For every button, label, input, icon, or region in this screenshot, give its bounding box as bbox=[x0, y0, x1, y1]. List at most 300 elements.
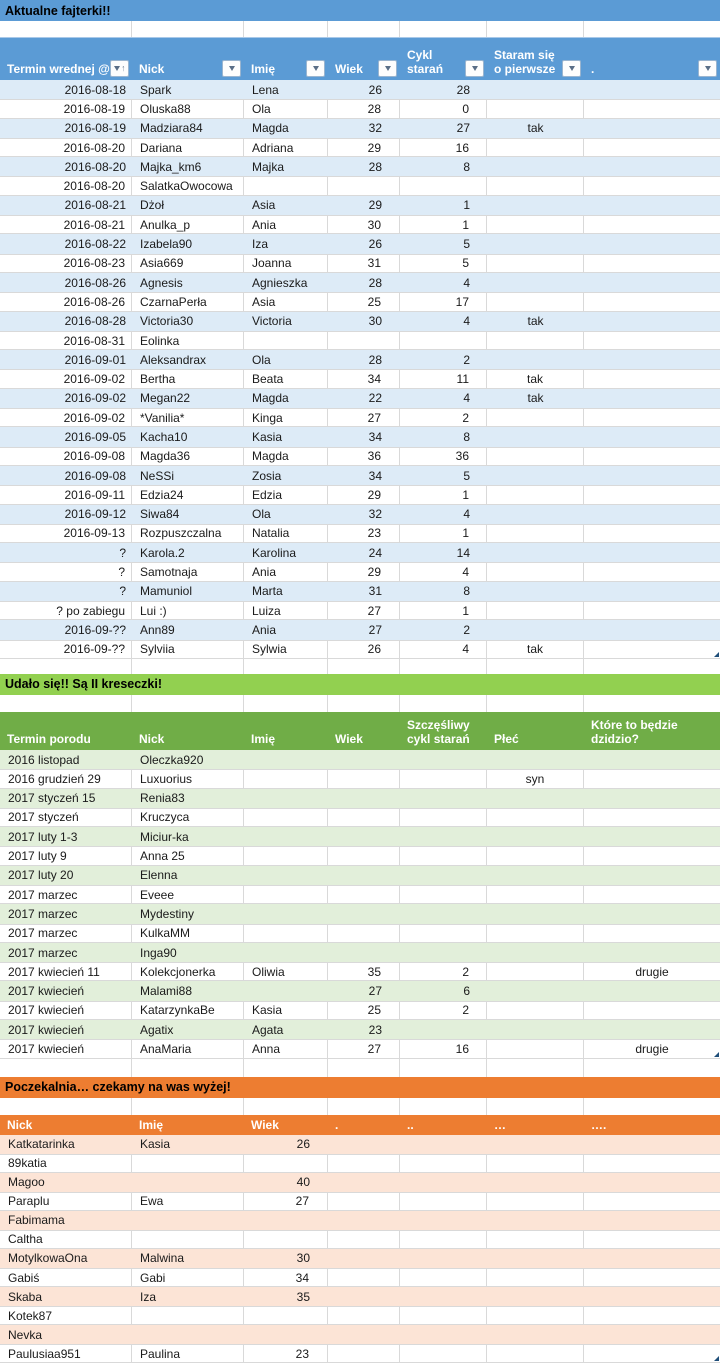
data-cell[interactable] bbox=[244, 1211, 328, 1230]
data-cell[interactable] bbox=[400, 177, 487, 194]
data-cell[interactable] bbox=[0, 234, 132, 253]
data-cell[interactable] bbox=[132, 505, 244, 524]
data-cell[interactable] bbox=[400, 409, 487, 426]
data-cell[interactable] bbox=[328, 196, 400, 215]
data-cell[interactable] bbox=[400, 1345, 487, 1362]
data-cell[interactable] bbox=[400, 255, 487, 272]
data-cell[interactable] bbox=[132, 1020, 244, 1039]
data-cell[interactable] bbox=[487, 1211, 584, 1230]
data-cell[interactable] bbox=[244, 1173, 328, 1192]
data-cell[interactable] bbox=[487, 370, 584, 387]
data-cell[interactable] bbox=[328, 943, 400, 962]
data-cell[interactable] bbox=[132, 543, 244, 562]
data-cell[interactable] bbox=[328, 505, 400, 524]
data-cell[interactable] bbox=[244, 770, 328, 787]
data-cell[interactable] bbox=[244, 1325, 328, 1344]
data-cell[interactable] bbox=[584, 448, 720, 465]
data-cell[interactable] bbox=[244, 100, 328, 117]
data-cell[interactable] bbox=[132, 196, 244, 215]
column-header-cell[interactable] bbox=[328, 1115, 400, 1135]
data-cell[interactable] bbox=[328, 177, 400, 194]
data-cell[interactable] bbox=[328, 1249, 400, 1268]
data-cell[interactable] bbox=[487, 1249, 584, 1268]
data-cell[interactable] bbox=[244, 255, 328, 272]
data-cell[interactable] bbox=[244, 216, 328, 233]
data-cell[interactable] bbox=[487, 1193, 584, 1210]
data-cell[interactable] bbox=[328, 486, 400, 503]
data-cell[interactable] bbox=[244, 641, 328, 658]
data-cell[interactable] bbox=[0, 1002, 132, 1019]
data-cell[interactable] bbox=[584, 466, 720, 485]
data-cell[interactable] bbox=[132, 332, 244, 349]
data-cell[interactable] bbox=[487, 789, 584, 808]
data-cell[interactable] bbox=[400, 641, 487, 658]
data-cell[interactable] bbox=[132, 157, 244, 176]
data-cell[interactable] bbox=[487, 409, 584, 426]
data-cell[interactable] bbox=[400, 1211, 487, 1230]
data-cell[interactable] bbox=[132, 216, 244, 233]
data-cell[interactable] bbox=[328, 1040, 400, 1057]
data-cell[interactable] bbox=[584, 389, 720, 408]
data-cell[interactable] bbox=[400, 389, 487, 408]
data-cell[interactable] bbox=[132, 925, 244, 942]
data-cell[interactable] bbox=[487, 582, 584, 601]
data-cell[interactable] bbox=[328, 1231, 400, 1248]
data-cell[interactable] bbox=[487, 809, 584, 826]
data-cell[interactable] bbox=[487, 943, 584, 962]
data-cell[interactable] bbox=[584, 100, 720, 117]
data-cell[interactable] bbox=[584, 847, 720, 864]
data-cell[interactable] bbox=[328, 1307, 400, 1324]
data-cell[interactable] bbox=[132, 641, 244, 658]
data-cell[interactable] bbox=[400, 1287, 487, 1306]
data-cell[interactable] bbox=[132, 1325, 244, 1344]
data-cell[interactable] bbox=[0, 750, 132, 769]
data-cell[interactable] bbox=[0, 543, 132, 562]
data-cell[interactable] bbox=[487, 1040, 584, 1057]
data-cell[interactable] bbox=[0, 332, 132, 349]
data-cell[interactable] bbox=[0, 1135, 132, 1154]
data-cell[interactable] bbox=[328, 1269, 400, 1286]
data-cell[interactable] bbox=[132, 409, 244, 426]
data-cell[interactable] bbox=[0, 255, 132, 272]
data-cell[interactable] bbox=[132, 1155, 244, 1172]
data-cell[interactable] bbox=[132, 943, 244, 962]
data-cell[interactable] bbox=[244, 1040, 328, 1057]
data-cell[interactable] bbox=[0, 139, 132, 156]
data-cell[interactable] bbox=[584, 255, 720, 272]
data-cell[interactable] bbox=[328, 620, 400, 639]
data-cell[interactable] bbox=[328, 1020, 400, 1039]
data-cell[interactable] bbox=[328, 293, 400, 310]
data-cell[interactable] bbox=[400, 157, 487, 176]
data-cell[interactable] bbox=[0, 1307, 132, 1324]
data-cell[interactable] bbox=[244, 904, 328, 923]
data-cell[interactable] bbox=[244, 602, 328, 619]
column-header-cell[interactable] bbox=[244, 1115, 328, 1135]
column-header-cell[interactable] bbox=[487, 1115, 584, 1135]
data-cell[interactable] bbox=[328, 1173, 400, 1192]
data-cell[interactable] bbox=[584, 750, 720, 769]
data-cell[interactable] bbox=[132, 119, 244, 138]
data-cell[interactable] bbox=[0, 1173, 132, 1192]
data-cell[interactable] bbox=[132, 1173, 244, 1192]
data-cell[interactable] bbox=[487, 196, 584, 215]
data-cell[interactable] bbox=[244, 1269, 328, 1286]
data-cell[interactable] bbox=[487, 177, 584, 194]
data-cell[interactable] bbox=[328, 1325, 400, 1344]
data-cell[interactable] bbox=[487, 1287, 584, 1306]
data-cell[interactable] bbox=[400, 1002, 487, 1019]
data-cell[interactable] bbox=[0, 641, 132, 658]
data-cell[interactable] bbox=[400, 981, 487, 1000]
data-cell[interactable] bbox=[487, 963, 584, 980]
data-cell[interactable] bbox=[0, 119, 132, 138]
data-cell[interactable] bbox=[400, 80, 487, 99]
data-cell[interactable] bbox=[487, 543, 584, 562]
data-cell[interactable] bbox=[584, 641, 720, 658]
data-cell[interactable] bbox=[244, 963, 328, 980]
data-cell[interactable] bbox=[132, 234, 244, 253]
data-cell[interactable] bbox=[132, 1002, 244, 1019]
data-cell[interactable] bbox=[584, 925, 720, 942]
data-cell[interactable] bbox=[400, 427, 487, 446]
data-cell[interactable] bbox=[400, 866, 487, 885]
column-header-cell[interactable] bbox=[584, 1115, 720, 1135]
data-cell[interactable] bbox=[487, 234, 584, 253]
data-cell[interactable] bbox=[328, 370, 400, 387]
data-cell[interactable] bbox=[400, 119, 487, 138]
data-cell[interactable] bbox=[132, 1211, 244, 1230]
data-cell[interactable] bbox=[400, 100, 487, 117]
filter-button[interactable] bbox=[562, 60, 581, 77]
data-cell[interactable] bbox=[400, 139, 487, 156]
data-cell[interactable] bbox=[0, 809, 132, 826]
data-cell[interactable] bbox=[487, 350, 584, 369]
table-resize-handle[interactable] bbox=[714, 1052, 719, 1057]
data-cell[interactable] bbox=[132, 1040, 244, 1057]
column-header-cell[interactable] bbox=[132, 38, 244, 80]
data-cell[interactable] bbox=[328, 157, 400, 176]
data-cell[interactable] bbox=[400, 1249, 487, 1268]
data-cell[interactable] bbox=[487, 827, 584, 846]
data-cell[interactable] bbox=[400, 886, 487, 903]
data-cell[interactable] bbox=[132, 620, 244, 639]
data-cell[interactable] bbox=[400, 543, 487, 562]
data-cell[interactable] bbox=[584, 1287, 720, 1306]
data-cell[interactable] bbox=[132, 1249, 244, 1268]
data-cell[interactable] bbox=[584, 1231, 720, 1248]
data-cell[interactable] bbox=[584, 177, 720, 194]
data-cell[interactable] bbox=[132, 1287, 244, 1306]
data-cell[interactable] bbox=[400, 196, 487, 215]
filter-button[interactable] bbox=[698, 60, 717, 77]
data-cell[interactable] bbox=[328, 80, 400, 99]
data-cell[interactable] bbox=[244, 505, 328, 524]
data-cell[interactable] bbox=[132, 847, 244, 864]
data-cell[interactable] bbox=[400, 770, 487, 787]
data-cell[interactable] bbox=[487, 119, 584, 138]
data-cell[interactable] bbox=[487, 981, 584, 1000]
data-cell[interactable] bbox=[244, 563, 328, 580]
data-cell[interactable] bbox=[328, 312, 400, 331]
data-cell[interactable] bbox=[487, 505, 584, 524]
data-cell[interactable] bbox=[584, 216, 720, 233]
data-cell[interactable] bbox=[0, 1249, 132, 1268]
data-cell[interactable] bbox=[487, 1155, 584, 1172]
data-cell[interactable] bbox=[244, 427, 328, 446]
data-cell[interactable] bbox=[584, 770, 720, 787]
data-cell[interactable] bbox=[244, 847, 328, 864]
column-header-cell[interactable] bbox=[328, 38, 400, 80]
data-cell[interactable] bbox=[0, 1020, 132, 1039]
data-cell[interactable] bbox=[0, 963, 132, 980]
data-cell[interactable] bbox=[584, 119, 720, 138]
data-cell[interactable] bbox=[400, 904, 487, 923]
data-cell[interactable] bbox=[584, 1307, 720, 1324]
data-cell[interactable] bbox=[584, 80, 720, 99]
data-cell[interactable] bbox=[0, 1211, 132, 1230]
data-cell[interactable] bbox=[487, 1231, 584, 1248]
data-cell[interactable] bbox=[132, 750, 244, 769]
data-cell[interactable] bbox=[487, 1002, 584, 1019]
data-cell[interactable] bbox=[0, 216, 132, 233]
column-header-cell[interactable] bbox=[584, 38, 720, 80]
data-cell[interactable] bbox=[487, 273, 584, 292]
data-cell[interactable] bbox=[400, 1040, 487, 1057]
data-cell[interactable] bbox=[487, 1135, 584, 1154]
data-cell[interactable] bbox=[400, 466, 487, 485]
data-cell[interactable] bbox=[244, 80, 328, 99]
data-cell[interactable] bbox=[0, 1193, 132, 1210]
data-cell[interactable] bbox=[487, 427, 584, 446]
data-cell[interactable] bbox=[244, 1231, 328, 1248]
column-header-cell[interactable] bbox=[400, 38, 487, 80]
data-cell[interactable] bbox=[328, 273, 400, 292]
data-cell[interactable] bbox=[487, 886, 584, 903]
data-cell[interactable] bbox=[0, 886, 132, 903]
data-cell[interactable] bbox=[0, 80, 132, 99]
data-cell[interactable] bbox=[244, 750, 328, 769]
data-cell[interactable] bbox=[584, 1193, 720, 1210]
data-cell[interactable] bbox=[132, 139, 244, 156]
data-cell[interactable] bbox=[487, 620, 584, 639]
data-cell[interactable] bbox=[132, 602, 244, 619]
data-cell[interactable] bbox=[584, 1325, 720, 1344]
data-cell[interactable] bbox=[400, 486, 487, 503]
data-cell[interactable] bbox=[584, 620, 720, 639]
data-cell[interactable] bbox=[0, 157, 132, 176]
data-cell[interactable] bbox=[132, 293, 244, 310]
data-cell[interactable] bbox=[328, 827, 400, 846]
data-cell[interactable] bbox=[487, 1345, 584, 1362]
data-cell[interactable] bbox=[400, 750, 487, 769]
data-cell[interactable] bbox=[0, 370, 132, 387]
data-cell[interactable] bbox=[0, 312, 132, 331]
data-cell[interactable] bbox=[584, 1002, 720, 1019]
data-cell[interactable] bbox=[584, 981, 720, 1000]
data-cell[interactable] bbox=[0, 293, 132, 310]
data-cell[interactable] bbox=[328, 543, 400, 562]
table-resize-handle[interactable] bbox=[714, 1356, 719, 1361]
data-cell[interactable] bbox=[0, 409, 132, 426]
data-cell[interactable] bbox=[487, 641, 584, 658]
data-cell[interactable] bbox=[487, 1173, 584, 1192]
data-cell[interactable] bbox=[400, 847, 487, 864]
data-cell[interactable] bbox=[132, 886, 244, 903]
data-cell[interactable] bbox=[328, 1345, 400, 1362]
data-cell[interactable] bbox=[0, 925, 132, 942]
data-cell[interactable] bbox=[0, 847, 132, 864]
data-cell[interactable] bbox=[244, 1287, 328, 1306]
data-cell[interactable] bbox=[328, 847, 400, 864]
data-cell[interactable] bbox=[244, 370, 328, 387]
column-header-cell[interactable] bbox=[0, 38, 132, 80]
data-cell[interactable] bbox=[244, 466, 328, 485]
data-cell[interactable] bbox=[0, 1287, 132, 1306]
data-cell[interactable] bbox=[0, 466, 132, 485]
data-cell[interactable] bbox=[328, 866, 400, 885]
data-cell[interactable] bbox=[244, 543, 328, 562]
data-cell[interactable] bbox=[400, 963, 487, 980]
data-cell[interactable] bbox=[400, 216, 487, 233]
data-cell[interactable] bbox=[400, 1325, 487, 1344]
data-cell[interactable] bbox=[244, 157, 328, 176]
data-cell[interactable] bbox=[0, 1231, 132, 1248]
data-cell[interactable] bbox=[0, 827, 132, 846]
data-cell[interactable] bbox=[132, 273, 244, 292]
data-cell[interactable] bbox=[328, 904, 400, 923]
data-cell[interactable] bbox=[328, 563, 400, 580]
data-cell[interactable] bbox=[487, 525, 584, 542]
data-cell[interactable] bbox=[328, 1287, 400, 1306]
data-cell[interactable] bbox=[132, 827, 244, 846]
data-cell[interactable] bbox=[584, 963, 720, 980]
data-cell[interactable] bbox=[0, 789, 132, 808]
data-cell[interactable] bbox=[244, 981, 328, 1000]
data-cell[interactable] bbox=[132, 866, 244, 885]
data-cell[interactable] bbox=[244, 943, 328, 962]
column-header-cell[interactable] bbox=[244, 712, 328, 750]
data-cell[interactable] bbox=[132, 1231, 244, 1248]
data-cell[interactable] bbox=[244, 789, 328, 808]
data-cell[interactable] bbox=[487, 139, 584, 156]
data-cell[interactable] bbox=[0, 525, 132, 542]
data-cell[interactable] bbox=[328, 466, 400, 485]
data-cell[interactable] bbox=[0, 1040, 132, 1057]
data-cell[interactable] bbox=[328, 750, 400, 769]
data-cell[interactable] bbox=[132, 1269, 244, 1286]
column-header-cell[interactable] bbox=[400, 712, 487, 750]
data-cell[interactable] bbox=[328, 525, 400, 542]
data-cell[interactable] bbox=[132, 770, 244, 787]
data-cell[interactable] bbox=[244, 1002, 328, 1019]
data-cell[interactable] bbox=[584, 273, 720, 292]
data-cell[interactable] bbox=[0, 1345, 132, 1362]
data-cell[interactable] bbox=[584, 505, 720, 524]
data-cell[interactable] bbox=[132, 1135, 244, 1154]
filter-button[interactable] bbox=[378, 60, 397, 77]
data-cell[interactable] bbox=[400, 1173, 487, 1192]
data-cell[interactable] bbox=[0, 582, 132, 601]
data-cell[interactable] bbox=[584, 1135, 720, 1154]
data-cell[interactable] bbox=[487, 602, 584, 619]
data-cell[interactable] bbox=[132, 100, 244, 117]
data-cell[interactable] bbox=[400, 1231, 487, 1248]
data-cell[interactable] bbox=[328, 350, 400, 369]
column-header-cell[interactable] bbox=[0, 1115, 132, 1135]
data-cell[interactable] bbox=[244, 234, 328, 253]
data-cell[interactable] bbox=[328, 427, 400, 446]
data-cell[interactable] bbox=[244, 886, 328, 903]
data-cell[interactable] bbox=[328, 1155, 400, 1172]
data-cell[interactable] bbox=[132, 563, 244, 580]
data-cell[interactable] bbox=[400, 582, 487, 601]
data-cell[interactable] bbox=[328, 789, 400, 808]
data-cell[interactable] bbox=[328, 963, 400, 980]
data-cell[interactable] bbox=[487, 1325, 584, 1344]
data-cell[interactable] bbox=[487, 332, 584, 349]
data-cell[interactable] bbox=[584, 293, 720, 310]
data-cell[interactable] bbox=[487, 312, 584, 331]
data-cell[interactable] bbox=[400, 505, 487, 524]
data-cell[interactable] bbox=[400, 370, 487, 387]
data-cell[interactable] bbox=[487, 448, 584, 465]
data-cell[interactable] bbox=[328, 448, 400, 465]
data-cell[interactable] bbox=[244, 177, 328, 194]
data-cell[interactable] bbox=[244, 582, 328, 601]
data-cell[interactable] bbox=[400, 1155, 487, 1172]
data-cell[interactable] bbox=[400, 332, 487, 349]
data-cell[interactable] bbox=[244, 350, 328, 369]
data-cell[interactable] bbox=[400, 273, 487, 292]
data-cell[interactable] bbox=[132, 1193, 244, 1210]
data-cell[interactable] bbox=[132, 448, 244, 465]
data-cell[interactable] bbox=[584, 809, 720, 826]
data-cell[interactable] bbox=[400, 1307, 487, 1324]
data-cell[interactable] bbox=[0, 904, 132, 923]
data-cell[interactable] bbox=[0, 196, 132, 215]
data-cell[interactable] bbox=[487, 1307, 584, 1324]
data-cell[interactable] bbox=[0, 505, 132, 524]
data-cell[interactable] bbox=[400, 1135, 487, 1154]
data-cell[interactable] bbox=[584, 196, 720, 215]
data-cell[interactable] bbox=[400, 563, 487, 580]
data-cell[interactable] bbox=[584, 866, 720, 885]
column-header-cell[interactable] bbox=[487, 38, 584, 80]
data-cell[interactable] bbox=[244, 1307, 328, 1324]
data-cell[interactable] bbox=[328, 1211, 400, 1230]
data-cell[interactable] bbox=[328, 1002, 400, 1019]
data-cell[interactable] bbox=[400, 789, 487, 808]
data-cell[interactable] bbox=[584, 1269, 720, 1286]
data-cell[interactable] bbox=[328, 139, 400, 156]
data-cell[interactable] bbox=[132, 389, 244, 408]
data-cell[interactable] bbox=[0, 448, 132, 465]
data-cell[interactable] bbox=[328, 1135, 400, 1154]
data-cell[interactable] bbox=[328, 809, 400, 826]
data-cell[interactable] bbox=[584, 525, 720, 542]
data-cell[interactable] bbox=[132, 1307, 244, 1324]
data-cell[interactable] bbox=[487, 1020, 584, 1039]
data-cell[interactable] bbox=[0, 427, 132, 446]
data-cell[interactable] bbox=[487, 216, 584, 233]
data-cell[interactable] bbox=[487, 750, 584, 769]
data-cell[interactable] bbox=[584, 234, 720, 253]
data-cell[interactable] bbox=[487, 866, 584, 885]
filter-button[interactable] bbox=[465, 60, 484, 77]
table-resize-handle[interactable] bbox=[714, 652, 719, 657]
